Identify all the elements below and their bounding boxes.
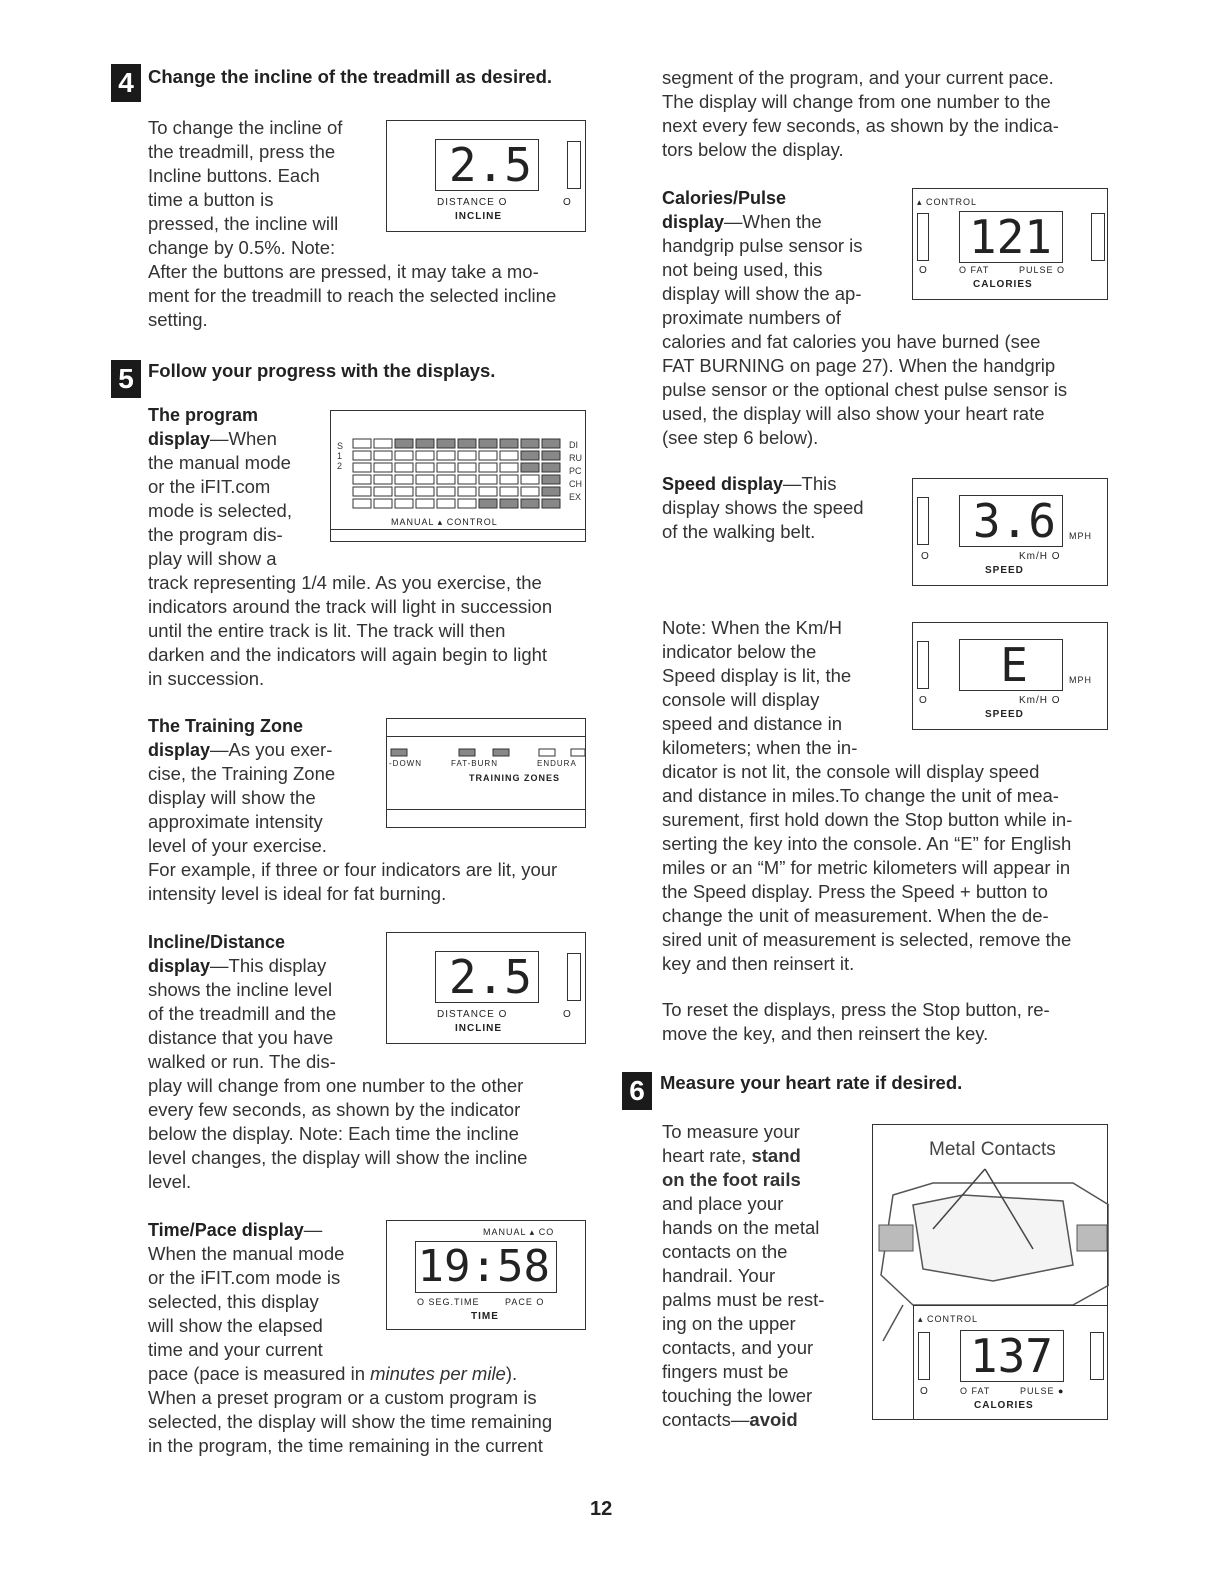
text-line: key and then reinsert it. [662, 953, 855, 974]
left-bar [917, 641, 929, 689]
right-bar [1091, 213, 1105, 261]
text-line: ing on the upper [662, 1313, 796, 1334]
text-line: display shows the speed [662, 497, 864, 518]
step-4-number: 4 [111, 64, 141, 102]
text-line: For example, if three or four indicators are lit, your [148, 859, 558, 880]
lcd-value: 137 [969, 1329, 1053, 1383]
text-line: FAT BURNING on page 27). When the handgrip [662, 355, 1056, 376]
text-line: Speed display is lit, the [662, 665, 852, 686]
text-line: display will show the ap- [662, 283, 862, 304]
text: heart rate, [662, 1145, 752, 1166]
heading: display [662, 212, 725, 232]
program-display-figure [330, 410, 586, 542]
lcd-screen [959, 211, 1063, 263]
text-line: next every few seconds, as shown by the indica- [662, 115, 1059, 136]
track-indicator [416, 499, 434, 508]
text-line: touching the lower [662, 1385, 813, 1406]
time-top-label: MANUAL ▴ CO [483, 1227, 555, 1237]
console-screen [913, 1195, 1073, 1281]
track-indicator [542, 499, 560, 508]
track-indicator [416, 475, 434, 484]
right-label: PC [569, 466, 582, 476]
track-indicator [458, 463, 476, 472]
text-line: When the manual mode [148, 1243, 345, 1264]
metal-contacts-caption: Metal Contacts [929, 1139, 1056, 1160]
incline-distance-figure [386, 932, 586, 1044]
kmh-label: Km/H O [1019, 695, 1061, 706]
heart-rate-figure [872, 1124, 1108, 1420]
text-line: (see step 6 below). [662, 427, 819, 448]
zone-label: FAT-BURN [451, 759, 498, 768]
text-line: level. [148, 1171, 192, 1192]
left-bar [917, 497, 929, 545]
text-line: and place your [662, 1193, 784, 1214]
track-indicator [374, 451, 392, 460]
time-label: TIME [471, 1311, 499, 1322]
text-line: sired unit of measurement is selected, remove the [662, 929, 1072, 950]
track-indicator [353, 499, 371, 508]
right-bar [1090, 1332, 1104, 1380]
step-5-number: 5 [111, 360, 141, 398]
track-indicator [353, 487, 371, 496]
track-indicator [521, 499, 539, 508]
heading: display [148, 429, 211, 449]
lcd-value: 121 [968, 210, 1052, 264]
track-indicator [542, 475, 560, 484]
text-line: every few seconds, as shown by the indicator [148, 1099, 521, 1120]
zone-label: -DOWN [389, 759, 422, 768]
track-indicator [353, 463, 371, 472]
text-line: miles or an “M” for metric kilometers will appear in [662, 857, 1071, 878]
track-indicator [458, 475, 476, 484]
lcd-screen [415, 1241, 557, 1293]
text-line: time a button is [148, 189, 274, 210]
text-line: in succession. [148, 668, 265, 689]
text-line: below the display. Note: Each time the incline [148, 1123, 519, 1144]
speed-e-figure [912, 622, 1108, 730]
mph-label: MPH [1069, 531, 1092, 541]
track-indicator [479, 487, 497, 496]
left-contact-icon [879, 1225, 913, 1251]
track-indicator [542, 451, 560, 460]
text-line: speed and distance in [662, 713, 842, 734]
indicator-label: O [919, 265, 928, 276]
track-indicator [437, 463, 455, 472]
text-line: distance that you have [148, 1027, 334, 1048]
text-line: or the iFIT.com [148, 476, 271, 497]
text-line: play will change from one number to the other [148, 1075, 524, 1096]
pulse-label: PULSE ● [1020, 1386, 1065, 1396]
track-indicator [521, 463, 539, 472]
text-line: play will show a [148, 548, 277, 569]
text-line: of the walking belt. [662, 521, 816, 542]
calories-label: CALORIES [973, 279, 1033, 290]
track-indicator [500, 475, 518, 484]
emphasis: avoid [749, 1409, 798, 1430]
heading: The Training Zone [148, 716, 304, 736]
zone-indicator [391, 749, 407, 756]
pace-label: PACE O [505, 1297, 545, 1307]
track-indicator [542, 487, 560, 496]
text-line: the program dis- [148, 524, 283, 545]
heading: Time/Pace display [148, 1220, 304, 1240]
track-indicator [395, 439, 413, 448]
zone-indicator [571, 749, 585, 756]
text-line [662, 1408, 872, 1432]
text: ). [505, 1363, 518, 1384]
track-indicator [458, 499, 476, 508]
track-indicator [500, 487, 518, 496]
text-line: tors below the display. [662, 139, 844, 160]
fat-label: O FAT [959, 265, 990, 275]
text-line [148, 1362, 598, 1386]
text-line: indicators around the track will light in succession [148, 596, 553, 617]
step-5-title: Follow your progress with the displays. [148, 360, 496, 381]
track-indicator [374, 499, 392, 508]
text-line: proximate numbers of [662, 307, 841, 328]
text-line [662, 1168, 872, 1192]
left-bar [917, 213, 929, 261]
text-line: palms must be rest- [662, 1289, 825, 1310]
text-line: handrail. Your [662, 1265, 776, 1286]
indicator-label: O [921, 551, 930, 562]
text-line: The display will change from one number to the [662, 91, 1051, 112]
track-indicator [437, 487, 455, 496]
text-line: the manual mode [148, 452, 291, 473]
text-line: change the unit of measurement. When the de- [662, 905, 1049, 926]
zone-label: ENDURA [537, 759, 577, 768]
track-indicator [479, 475, 497, 484]
track-indicator [479, 499, 497, 508]
heading-dash: — [303, 1219, 323, 1240]
track-indicator [500, 499, 518, 508]
segtime-label: O SEG.TIME [417, 1297, 480, 1307]
text-line: and distance in miles.To change the unit of mea- [662, 785, 1059, 806]
track-indicator [374, 475, 392, 484]
lcd-screen [959, 495, 1063, 547]
fig-right-labels [569, 439, 582, 504]
track-indicator [458, 439, 476, 448]
control-label: ▴ CONTROL [917, 197, 978, 207]
text-line: fingers must be [662, 1361, 789, 1382]
indicator-label: O [919, 695, 928, 706]
zone-indicator [459, 749, 475, 756]
text-line: track representing 1/4 mile. As you exercise, the [148, 572, 542, 593]
lcd-value: 3.6 [972, 494, 1056, 548]
track-indicator [437, 439, 455, 448]
track-indicator [479, 439, 497, 448]
text-line: not being used, this [662, 259, 823, 280]
mph-label: MPH [1069, 675, 1092, 685]
text-line: setting. [148, 309, 208, 330]
text-line: contacts on the [662, 1241, 788, 1262]
calories-label: CALORIES [974, 1400, 1034, 1411]
side-bar [567, 953, 581, 1001]
text-line: move the key, and then reinsert the key. [662, 1023, 989, 1044]
track-indicator [353, 439, 371, 448]
lcd-value: 2.5 [448, 950, 532, 1004]
text-line: console will display [662, 689, 820, 710]
left-label: 2 [337, 461, 343, 471]
track-indicator [521, 487, 539, 496]
time-pace-figure [386, 1220, 586, 1330]
text-line: display will show the [148, 787, 316, 808]
text: —As you exer- [210, 739, 333, 760]
text: contacts— [662, 1409, 750, 1430]
lcd-screen [435, 951, 539, 1003]
text-line: approximate intensity [148, 811, 323, 832]
heading: Calories/Pulse [662, 188, 787, 208]
track-indicator [374, 439, 392, 448]
text-line: After the buttons are pressed, it may take a mo- [148, 261, 539, 282]
track-indicator [416, 463, 434, 472]
track-indicator [542, 439, 560, 448]
track-indicator [395, 487, 413, 496]
left-label: 1 [337, 451, 343, 461]
track-indicator [416, 439, 434, 448]
track-indicator [479, 451, 497, 460]
text-line: cise, the Training Zone [148, 763, 336, 784]
text-line: intensity level is ideal for fat burning. [148, 883, 447, 904]
text-line: level of your exercise. [148, 835, 327, 856]
text-line: Note: When the Km/H [662, 617, 842, 638]
lcd-value: E [1000, 638, 1028, 692]
heading: The program [148, 405, 259, 425]
track-indicator [395, 451, 413, 460]
reset-text [662, 998, 1122, 1046]
calories-pulse-figure [912, 188, 1108, 300]
bottom-bar [331, 529, 585, 541]
text-line: or the iFIT.com mode is [148, 1267, 341, 1288]
heart-rate-display [913, 1305, 1107, 1419]
incline-label: INCLINE [455, 1023, 502, 1034]
text-line: surement, first hold down the Stop button while in- [662, 809, 1073, 830]
right-label: DI [569, 440, 578, 450]
text-line: kilometers; when the in- [662, 737, 858, 758]
track-indicator [395, 475, 413, 484]
track-indicator [458, 487, 476, 496]
text-line: mode is selected, [148, 500, 292, 521]
incline-label: INCLINE [455, 211, 502, 222]
fat-label: O FAT [960, 1386, 991, 1396]
track-indicator [437, 475, 455, 484]
track-indicator [395, 463, 413, 472]
indicator-label: O [563, 1009, 572, 1020]
text-line: To change the incline of [148, 117, 343, 138]
track-indicator [416, 451, 434, 460]
text-line: darken and the indicators will again begin to light [148, 644, 548, 665]
left-bar [918, 1332, 930, 1380]
text: pace (pace is measured in [148, 1363, 371, 1384]
text-line [662, 1144, 872, 1168]
heading: display [148, 740, 211, 760]
text-line: the Speed display. Press the Speed + button to [662, 881, 1048, 902]
text-line: ment for the treadmill to reach the selected incline [148, 285, 557, 306]
training-zone-figure [386, 718, 586, 828]
text-line: To measure your [662, 1121, 800, 1142]
side-bar [567, 141, 581, 189]
distance-label: DISTANCE O [437, 1009, 508, 1020]
text-line: of the treadmill and the [148, 1003, 337, 1024]
speed-label: SPEED [985, 565, 1024, 576]
right-contact-icon [1077, 1225, 1107, 1251]
text-line: pressed, the incline will [148, 213, 339, 234]
step-6-text [662, 1120, 872, 1432]
step-6-number: 6 [622, 1072, 652, 1110]
control-label: ▴ CONTROL [918, 1314, 979, 1324]
text-line: used, the display will also show your heart rate [662, 403, 1045, 424]
text-line: shows the incline level [148, 979, 333, 1000]
track-indicator [521, 451, 539, 460]
track-indicator [437, 451, 455, 460]
track-indicator [374, 487, 392, 496]
left-label: S [337, 441, 344, 451]
text-line: dicator is not lit, the console will display speed [662, 761, 1040, 782]
emphasis: on the foot rails [662, 1169, 801, 1190]
lcd-value: 19:58 [417, 1241, 550, 1292]
track-indicator [479, 463, 497, 472]
speed-figure [912, 478, 1108, 586]
text-line: contacts, and your [662, 1337, 814, 1358]
track-indicator [395, 499, 413, 508]
track-indicator [416, 487, 434, 496]
text: —When [210, 428, 277, 449]
kmh-label: Km/H O [1019, 551, 1061, 562]
rail-line [883, 1305, 903, 1341]
indicator-label: O [563, 197, 572, 208]
track-indicator [374, 463, 392, 472]
distance-label: DISTANCE O [437, 197, 508, 208]
text: —When the [724, 211, 822, 232]
page-number: 12 [590, 1498, 613, 1520]
right-continued-text [662, 66, 1122, 162]
text-line: Incline buttons. Each [148, 165, 320, 186]
pulse-label: PULSE O [1019, 265, 1066, 275]
zone-indicator [539, 749, 555, 756]
emphasis: minutes per mile [370, 1363, 506, 1384]
zone-indicator [493, 749, 509, 756]
text-line: pulse sensor or the optional chest pulse sensor is [662, 379, 1068, 400]
track-indicator [542, 463, 560, 472]
program-fig-label: MANUAL ▴ CONTROL [391, 517, 498, 527]
text-line: handgrip pulse sensor is [662, 235, 863, 256]
lcd-screen [960, 1330, 1064, 1382]
text-line: serting the key into the console. An “E” for English [662, 833, 1072, 854]
lcd-value: 2.5 [448, 138, 532, 192]
speed-label: SPEED [985, 709, 1024, 720]
text-line: change by 0.5%. Note: [148, 237, 336, 258]
right-label: EX [569, 492, 582, 502]
heading: display [148, 956, 211, 976]
track-indicator [353, 475, 371, 484]
incline-display-figure [386, 120, 586, 232]
step-6-title: Measure your heart rate if desired. [660, 1072, 963, 1093]
heading: Incline/Distance [148, 932, 286, 952]
emphasis: stand [751, 1145, 801, 1166]
text-line: calories and fat calories you have burned (see [662, 331, 1041, 352]
text-line: When a preset program or a custom program is [148, 1387, 537, 1408]
track-indicator [437, 499, 455, 508]
text-line: selected, this display [148, 1291, 319, 1312]
step-4-title: Change the incline of the treadmill as desired. [148, 66, 553, 87]
track-indicator [458, 451, 476, 460]
right-label: CH [569, 479, 582, 489]
indicator-label: O [920, 1386, 929, 1397]
top-band [387, 719, 585, 737]
track-indicator [500, 451, 518, 460]
text-line: To reset the displays, press the Stop button, re- [662, 999, 1050, 1020]
text: —This display [210, 955, 327, 976]
text-line: hands on the metal [662, 1217, 820, 1238]
heading: Speed display [662, 474, 784, 494]
track-indicator [500, 439, 518, 448]
text-line: level changes, the display will show the incline [148, 1147, 528, 1168]
lcd-screen [959, 639, 1063, 691]
text-line: in the program, the time remaining in the current [148, 1435, 543, 1456]
zone-title: TRAINING ZONES [469, 773, 561, 783]
text-line: walked or run. The dis- [148, 1051, 336, 1072]
track-indicator [500, 463, 518, 472]
track-indicator [353, 451, 371, 460]
text-line: time and your current [148, 1339, 323, 1360]
text: —This [783, 473, 837, 494]
text-line: selected, the display will show the time remaining [148, 1411, 553, 1432]
track-indicator [521, 475, 539, 484]
text-line: indicator below the [662, 641, 817, 662]
track-indicator [521, 439, 539, 448]
text-line: will show the elapsed [148, 1315, 323, 1336]
text-line: until the entire track is lit. The track will then [148, 620, 506, 641]
right-label: RU [569, 453, 582, 463]
text-line: segment of the program, and your current pace. [662, 67, 1054, 88]
bottom-band [387, 809, 585, 827]
lcd-screen [435, 139, 539, 191]
text-line: the treadmill, press the [148, 141, 336, 162]
